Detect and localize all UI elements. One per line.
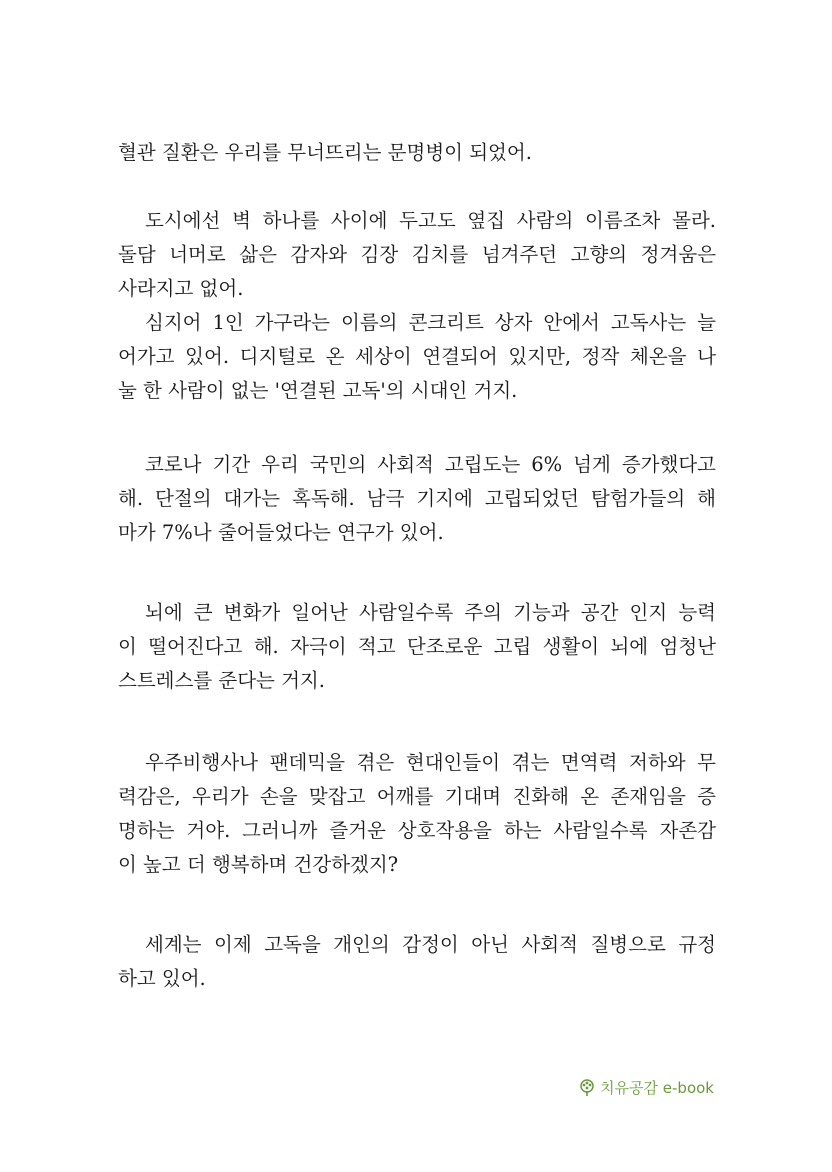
paragraph-6 (118, 746, 716, 882)
text-line: 이 높고 더 행복하며 건강하겠지? (118, 853, 399, 876)
text-line: 해. 단절의 대가는 혹독해. 남극 기지에 고립되었던 탐험가들의 해 (118, 487, 716, 510)
text-line: 세계는 이제 고독을 개인의 감정이 아닌 사회적 질병으로 규정 (145, 933, 716, 956)
paragraph-7 (118, 928, 716, 996)
text-line: 뇌에 큰 변화가 일어난 사람일수록 주의 기능과 공간 인지 능력 (145, 601, 716, 624)
paragraph-5 (118, 596, 716, 698)
text-line: 코로나 기간 우리 국민의 사회적 고립도는 6% 넘게 증가했다고 (145, 453, 716, 476)
text-line: 눌 한 사람이 없는 '연결된 고독'의 시대인 거지. (118, 379, 518, 402)
tree-icon (578, 1079, 596, 1097)
text-line: 사라지고 없어. (118, 277, 244, 300)
text-line: 어가고 있어. 디지털로 온 세상이 연결되어 있지만, 정작 체온을 나 (118, 345, 716, 368)
paragraph-4 (118, 448, 716, 550)
footer-brand (578, 1077, 714, 1098)
text-line: 도시에선 벽 하나를 사이에 두고도 옆집 사람의 이름조차 몰라. (145, 209, 716, 232)
text-line: 혈관 질환은 우리를 무너뜨리는 문명병이 되었어. (118, 141, 532, 164)
text-line: 스트레스를 준다는 거지. (118, 669, 325, 692)
paragraph-3 (118, 306, 716, 408)
text-line: 돌담 너머로 삶은 감자와 김장 김치를 넘겨주던 고향의 정겨움은 (118, 243, 716, 266)
footer-brand-text: 치유공감 e-book (600, 1079, 714, 1097)
text-line: 심지어 1인 가구라는 이름의 콘크리트 상자 안에서 고독사는 늘 (145, 311, 716, 334)
text-line: 명하는 거야. 그러니까 즐거운 상호작용을 하는 사람일수록 자존감 (118, 819, 716, 842)
text-line: 마가 7%나 줄어들었다는 연구가 있어. (118, 521, 444, 544)
text-line: 하고 있어. (118, 967, 206, 990)
paragraph-1 (118, 136, 716, 170)
text-line: 력감은, 우리가 손을 맞잡고 어깨를 기대며 진화해 온 존재임을 증 (118, 785, 716, 808)
text-line: 우주비행사나 팬데믹을 겪은 현대인들이 겪는 면역력 저하와 무 (145, 751, 716, 774)
text-line: 이 떨어진다고 해. 자극이 적고 단조로운 고립 생활이 뇌에 엄청난 (118, 635, 716, 658)
paragraph-2 (118, 204, 716, 306)
